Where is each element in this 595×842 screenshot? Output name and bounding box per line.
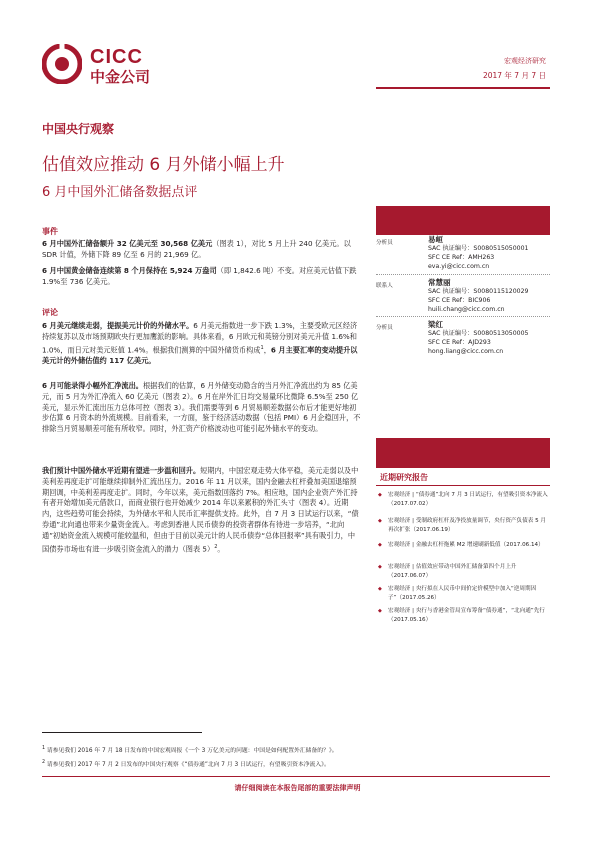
sidebar-header-bar: [376, 206, 550, 235]
analyst-name-3: 梁红: [428, 320, 443, 329]
recent-report-item[interactable]: [376, 563, 550, 581]
recent-research-bar: [376, 438, 550, 468]
event-p1-bold: 6 月中国外汇储备额升 32 亿美元至 30,568 亿美元: [42, 239, 213, 248]
c3-text: 短期内，中国宏观走势大体平稳，美元走弱以及中美利差再度走扩可能继续抑制外汇流出压力。2016 年 11 月以来，国内金融去杠杆叠加美国退缩预期回调，中美利差再度走扩。同时，今年以来，美元指数回落约 7%。相应地，国内企业资产外汇持有者开始增加美元借款口，而商业银行也开始减少 2014 年以来累积的外汇头寸（图表 4）。近期内，这些趋势可能会持续，为外储水平和人民币汇率提供支持。此外，自 7 月 3 日试运行以来，“债券通”北向通也带来少量资金流入。考虑到香港人民币债券的投资者群体有待进一步培养，“北向通”初始资金流入规模可能较温和，但由于目前以美元计的人民币债券“总体回报率”具有吸引力，中国债券市场也有进一步吸引资金流入的潜力（图表 5）: [42, 466, 359, 553]
c2-bold: 6 月可能录得小幅外汇净流出。: [42, 381, 143, 390]
analyst-email-3[interactable]: hong.liang@cicc.com.cn: [428, 348, 504, 355]
header-divider: [376, 87, 550, 89]
analyst-role-1: 分析员: [376, 240, 393, 246]
analyst-sfc-1: SFC CE Ref：AMH263: [428, 254, 495, 261]
c1-footnote-mark: 1: [260, 344, 264, 351]
recent-report-item[interactable]: [376, 517, 550, 535]
legal-notice-link[interactable]: 请仔细阅读在本报告尾部的重要法律声明: [234, 783, 361, 792]
c1-bold-2: 6 月主要汇率的变动提升以美元计的外储估值约 117 亿美元。: [42, 344, 358, 365]
analyst-sac-2: SAC 执证编号：S0080115120029: [428, 288, 529, 295]
analyst-sac-1: SAC 执证编号：S0080515050001: [428, 245, 529, 252]
analyst-card-3: [428, 320, 529, 356]
recent-report-item[interactable]: [376, 585, 550, 603]
c1-text: 6 月美元指数进一步下跌 1.3%，主要受欧元区经济持续复苏以及市场预期欧央行更加鹰派的影响。具体来看，6 月欧元和英镑分别对美元升值 1.6%和 1.0%，而日元对美元贬值 1.4%。根据我们测算的中国外储货币构成: [42, 321, 358, 354]
footnote-text-2: 请参见我们 2017 年 7 月 2 日发布的中国央行观察《“债券通”北向 7 月 3 日试运行，有望吸引资本净流入》。: [46, 762, 330, 768]
analyst-name-1: 易峘: [428, 235, 443, 244]
analyst-separator: [376, 274, 550, 275]
analyst-email-1[interactable]: eva.yi@cicc.com.cn: [428, 263, 490, 270]
section-title-comment: 评论: [42, 307, 58, 317]
footnote-mark-2: 2: [42, 760, 46, 766]
analyst-role-3: 分析员: [376, 325, 393, 331]
footnote-2: [42, 759, 562, 768]
recent-report-text: 宏观经济 | 金融去杠杆拖累 M2 增速刷新低值（2017.06.14）: [388, 542, 544, 548]
footnote-1: [42, 745, 562, 754]
recent-report-item[interactable]: [376, 607, 550, 625]
recent-report-text: 宏观经济 | 央行与香港金管局宣布筹备“债券通”，“北向通”先行（2017.05.16）: [388, 608, 545, 623]
column-name: 中国央行观察: [42, 122, 115, 136]
event-p2-bold: 6 月中国黄金储备连续第 8 个月保持在 5,924 万盎司: [42, 266, 217, 275]
bullet-icon: ◆: [378, 608, 382, 614]
recent-report-item[interactable]: [376, 491, 550, 509]
bullet-icon: ◆: [378, 542, 382, 548]
analyst-sfc-3: SFC CE Ref：AJD293: [428, 339, 491, 346]
comment-paragraph-1: [42, 321, 362, 367]
event-p1-text: （图表 1），对比 5 月上升 240 亿美元。以 SDR 计值，外储下降 89 亿至 6 月的 21,969 亿。: [42, 239, 351, 259]
bullet-icon: ◆: [378, 564, 382, 570]
footer-divider: [42, 776, 550, 777]
recent-report-text: 宏观经济 | 央行拟在人民币中间价定价模型中加入“逆周期因子”（2017.05.26）: [388, 586, 537, 601]
footnote-rule: [42, 732, 202, 733]
analyst-email-2[interactable]: huili.chang@cicc.com.cn: [428, 306, 505, 313]
c2-text: 根据我们的估算，6 月外储变动隐含的当月外汇净流出约为 85 亿美元，而 5 月为外汇净流入 60 亿美元（图表 2）。6 月在岸外汇日均交易量环比微降 6.5%至 250 亿美元，显示外汇流出压力总体可控（图表 3）。我们需要等到 6 月贸易顺差数据公布后才能更好地初步估算 6 月资本的外流规模。目前看来，一方面，鉴于经济活动数据（包括 PMI）6 月企稳回升，不排除当月贸易顺差可能有所收窄。同时，外汇资产价格波动也可能引起外储水平的变动。: [42, 381, 361, 434]
section-title-event: 事件: [42, 226, 58, 236]
recent-report-item[interactable]: [376, 541, 550, 550]
report-category: 宏观经济研究: [504, 57, 546, 65]
c3-footnote-mark: 2: [214, 543, 218, 550]
recent-research-title: 近期研究报告: [380, 472, 428, 482]
report-subtitle: 6 月中国外汇储备数据点评: [42, 185, 198, 200]
recent-report-text: 宏观经济 | 受制政府杠杆及净投放量调节，央行资产负债表 5 月再次扩张（2017.06.19）: [388, 518, 546, 533]
analyst-card-2: [428, 278, 529, 314]
comment-paragraph-3: [42, 466, 362, 555]
report-title: 估值效应推动 6 月外储小幅上升: [42, 155, 285, 175]
recent-research-divider: [376, 485, 550, 486]
event-paragraph-2: [42, 266, 362, 288]
cicc-logo-icon: [42, 44, 82, 84]
report-date: 2017 年 7 月 7 日: [482, 71, 546, 80]
logo-text-en: CICC: [90, 46, 143, 68]
analyst-sac-3: SAC 执证编号：S0080513050005: [428, 330, 529, 337]
comment-paragraph-2: [42, 381, 362, 435]
analyst-sfc-2: SFC CE Ref：BIC906: [428, 297, 491, 304]
analyst-name-2: 常慧丽: [428, 278, 451, 287]
c3-bold: 我们预计中国外储水平近期有望进一步温和回升。: [42, 466, 201, 475]
analyst-separator: [376, 316, 550, 317]
c1-tail: ，: [263, 344, 271, 354]
recent-report-text: 宏观经济 | 估值效应带动中国外汇储备第四个月上升（2017.06.07）: [388, 564, 517, 579]
footnote-text-1: 请参见我们 2016 年 7 月 18 日发布的中国宏观周报《一个 3 万亿美元的问题：中国是如何配置外汇储备的？》。: [46, 748, 338, 754]
analyst-role-2: 联系人: [376, 283, 393, 289]
logo-text-cn: 中金公司: [90, 68, 151, 86]
c3-tail: 。: [217, 543, 225, 553]
bullet-icon: ◆: [378, 492, 382, 498]
c1-bold: 6 月美元继续走弱，提振美元计价的外储水平。: [42, 321, 194, 330]
recent-report-text: 宏观经济 | “债券通”北向 7 月 3 日试运行，有望吸引资本净流入（2017.07.02）: [388, 492, 548, 507]
event-p2-text: （即 1,842.6 吨）不变。对应美元估值下跌 1.9%至 736 亿美元。: [42, 266, 357, 286]
bullet-icon: ◆: [378, 586, 382, 592]
footnote-mark-1: 1: [42, 746, 46, 752]
bullet-icon: ◆: [378, 518, 382, 524]
analyst-card-1: [428, 235, 529, 271]
event-paragraph-1: [42, 239, 362, 261]
